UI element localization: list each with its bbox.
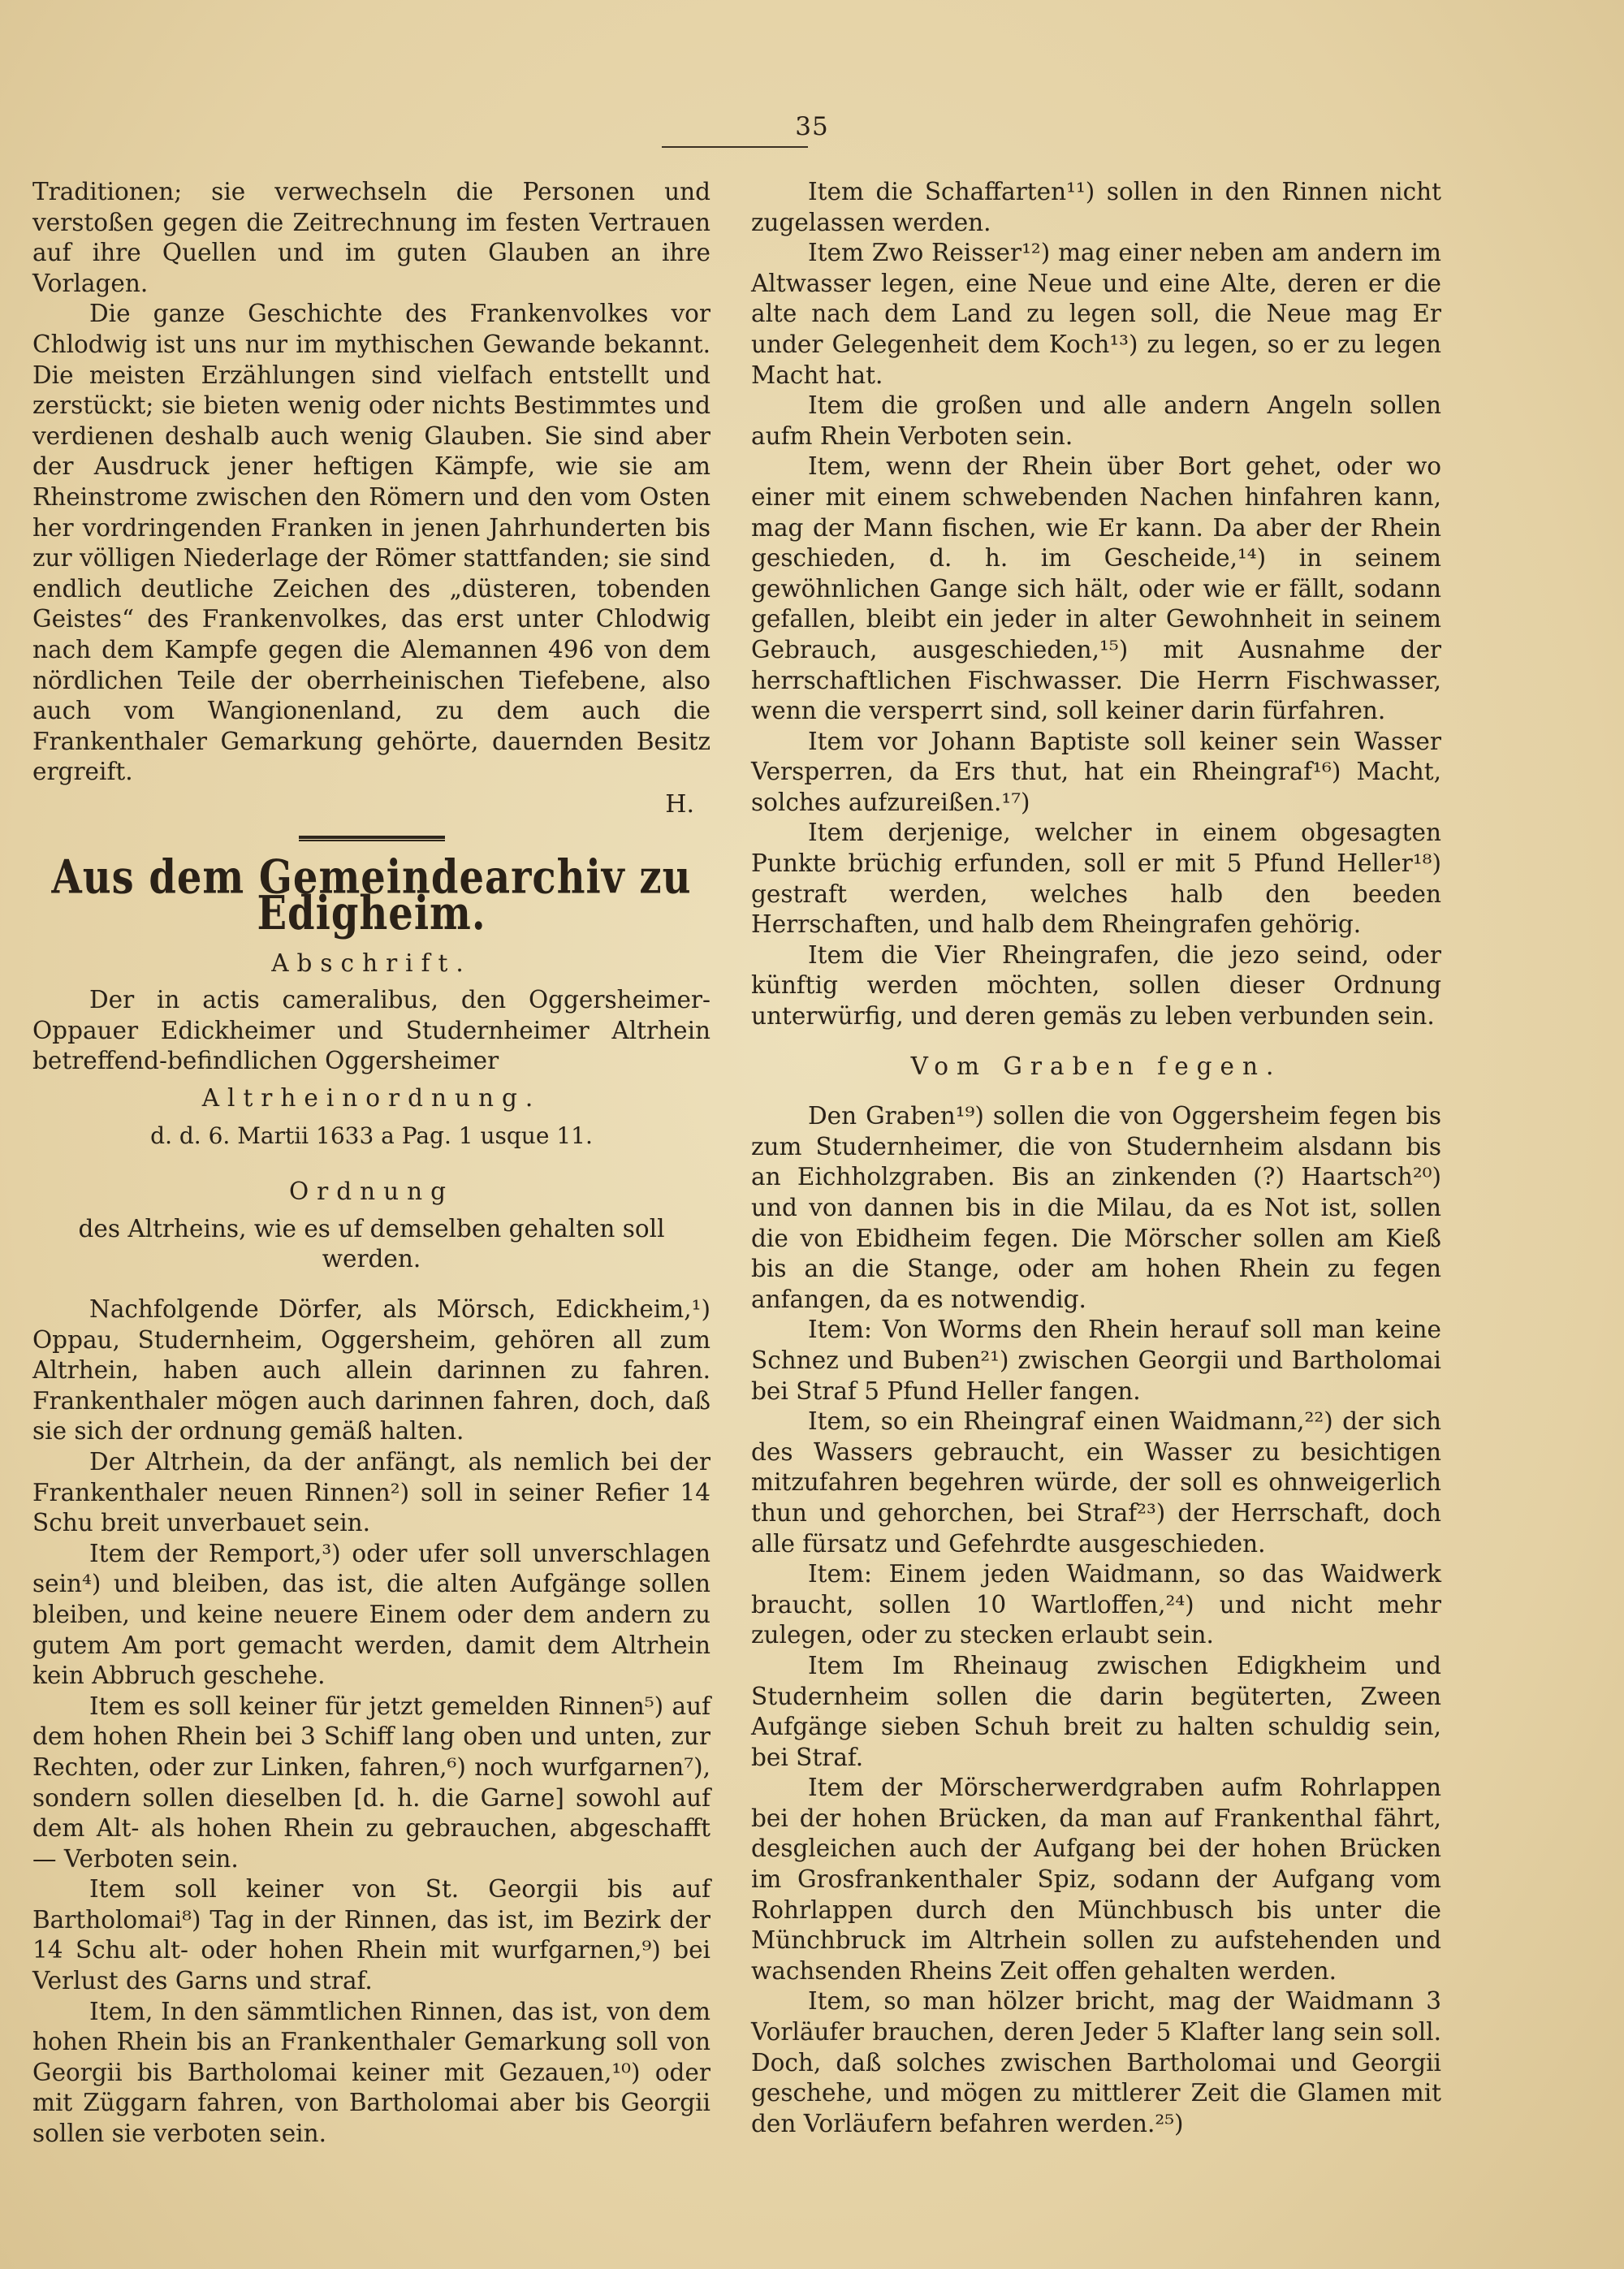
intro-paragraph-2: Die ganze Geschichte des Frankenvolkes vor Chlodwig ist uns nur im mythischen Gewande bekannt. Die meisten Erzählungen sind vielfach entstellt und zerstückt; sie bieten wenig oder nichts Bestimmtes und verdienen deshalb auch wenig Glauben. Sie sind aber der Ausdruck jener heftigen Kämpfe, wie sie am Rheinstrome zwischen den Römern und den vom Osten her vordringenden Franken in jenen Jahrhunderten bis zur völligen Niederlage der Römer stattfanden; sie sind endlich deutliche Zeichen des „düsteren, tobenden Geistes“ des Frankenvolkes, das erst unter Chlodwig nach dem Kampfe gegen die Alemannen 496 von dem nördlichen Teile der oberrheinischen Tiefebene, also auch vom Wangionenland, zu dem auch die Frankenthaler Gemarkung gehörte, dauernden Besitz ergreift. <box>32 300 710 786</box>
rule-paragraph: Item, so ein Rheingraf einen Waidmann,²²) der sich des Wassers gebraucht, ein Wasser zu besichtigen mitzufahren begehren würde, der soll es ohnweigerlich thun und gehorchen, bei Straf²³) der Herrschaft, doch alle fürsatz und Gefehrdte ausgeschieden. <box>751 1407 1441 1558</box>
rule-paragraph: Item soll keiner von St. Georgii bis auf Bartholomai⁸) Tag in der Rinnen, das ist, im Bezirk der 14 Schu alt- oder hohen Rhein mit wurfgarnen,⁹) bei Verlust des Garns und straf. <box>32 1875 710 1995</box>
intro-paragraph-1: Traditionen; sie verwechseln die Personen und verstoßen gegen die Zeitrechnung im festen Vertrauen auf ihre Quellen und im guten Glauben an ihre Vorlagen. <box>32 178 710 297</box>
rule-paragraph: Item derjenige, welcher in einem obgesagten Punkte brüchig erfunden, soll er mit 5 Pfund Heller¹⁸) gestraft werden, welches halb den beeden Herrschaften, und halb dem Rheingrafen gehörig. <box>751 819 1441 939</box>
abschrift-heading: Abschrift. <box>271 949 472 977</box>
rule-paragraph: Den Graben¹⁹) sollen die von Oggersheim fegen bis zum Studernheimer, die von Studernheim alsdann bis an Eichholzgraben. Bis an zinkenden (?) Haartsch²⁰) und von dannen bis in die Milau, da es Not ist, sollen die von Ebidheim fegen. Die Mörscher sollen am Kieß bis an die Stange, oder am hohen Rhein zu fegen anfangen, da es notwendig. <box>751 1102 1441 1313</box>
right-column <box>751 177 1441 2139</box>
date-line: d. d. 6. Martii 1633 a Pag. 1 usque 11. <box>150 1122 593 1149</box>
rule-paragraph: Item Zwo Reisser¹²) mag einer neben am andern im Altwasser legen, eine Neue und eine Alte, deren er die alte nach dem Land zu legen soll, die Neue mag Er under Gelegenheit dem Koch¹³) zu legen, so er zu legen Macht hat. <box>751 239 1441 389</box>
rule-paragraph: Item, so man hölzer bricht, mag der Waidmann 3 Vorläufer brauchen, deren Jeder 5 Klafter lang sein soll. Doch, daß solches zwischen Bartholomai und Georgii geschehe, und mögen zu mittlerer Zeit die Glamen mit den Vorläufern befahren werden.²⁵) <box>751 1987 1441 2137</box>
rule-paragraph: Item die großen und alle andern Angeln sollen aufm Rhein Verboten sein. <box>751 391 1441 450</box>
ordnung-subtitle: des Altrheins, wie es uf demselben gehalten soll werden. <box>78 1214 665 1273</box>
author-signature: H. <box>665 789 694 819</box>
rule-paragraph: Item Im Rheinaug zwischen Edigkheim und Studernheim sollen die darin begüterten, Zween Aufgänge sieben Schuh breit zu halten schuldig sein, bei Straf. <box>751 1651 1441 1771</box>
section-divider <box>299 836 445 841</box>
article-headline: Aus dem Gemeindearchiv zu Edigheim. <box>51 850 692 941</box>
left-column <box>32 177 710 2150</box>
header-rule <box>662 146 808 148</box>
rule-paragraph: Item, wenn der Rhein über Bort gehet, oder wo einer mit einem schwebenden Nachen hinfahren kann, mag der Mann fischen, wie Er kann. Da aber der Rhein geschieden, d. h. im Gescheide,¹⁴) in seinem gewöhnlichen Gange sich hält, oder wie er fällt, sodann gefallen, bleibt ein jeder in alter Gewohnheit in seinem Gebrauch, ausgeschieden,¹⁵) mit Ausnahme der herrschaftlichen Fischwasser. Die Herrn Fischwasser, wenn die versperrt sind, soll keiner darin fürfahren. <box>751 452 1441 725</box>
ordnung-title: Ordnung <box>288 1178 455 1206</box>
page-number: 35 <box>795 112 829 141</box>
altrhein-title: Altrheinordnung. <box>201 1084 542 1113</box>
rule-paragraph: Der Altrhein, da der anfängt, als nemlich bei der Frankenthaler neuen Rinnen²) soll in seiner Refier 14 Schu breit unverbauet sein. <box>32 1447 710 1537</box>
rule-paragraph: Item die Vier Rheingrafen, die jezo seind, oder künftig werden möchten, sollen dieser Ordnung unterwürfig, und deren gemäs zu leben verbunden sein. <box>751 940 1441 1031</box>
rule-paragraph: Item es soll keiner für jetzt gemelden Rinnen⁵) auf dem hohen Rhein bei 3 Schiff lang oben und unten, zur Rechten, oder zur Linken, fahren,⁶) noch wurfgarnen⁷), sondern sollen dieselben [d. h. die Garne] sowohl auf dem Alt- als hohen Rhein zu gebrauchen, abgeschafft — Verboten sein. <box>32 1692 710 1873</box>
rule-paragraph: Item: Von Worms den Rhein herauf soll man keine Schnez und Buben²¹) zwischen Georgii und Bartholomai bei Straf 5 Pfund Heller fangen. <box>751 1316 1441 1405</box>
rule-paragraph: Item der Mörscherwerdgraben aufm Rohrlappen bei der hohen Brücken, da man auf Frankenthal fährt, desgleichen auch der Aufgang bei der hohen Brücken im Grosfrankenthaler Spiz, sodann der Aufgang vom Rohrlappen durch den Münchbusch bis unter die Münchbruck im Altrhein sollen zu aufstehenden und wachsenden Rheins Zeit offen gehalten werden. <box>751 1774 1441 1985</box>
rule-paragraph: Item die Schaffarten¹¹) sollen in den Rinnen nicht zugelassen werden. <box>751 178 1441 236</box>
rule-paragraph: Item vor Johann Baptiste soll keiner sein Wasser Versperren, da Ers thut, hat ein Rheingraf¹⁶) Macht, solches aufzureißen.¹⁷) <box>751 727 1441 816</box>
rule-paragraph: Item, In den sämmtlichen Rinnen, das ist, von dem hohen Rhein bis an Frankenthaler Gemarkung soll von Georgii bis Bartholomai keiner mit Gezauen,¹⁰) oder mit Züggarn fahren, von Bartholomai aber bis Georgii sollen sie verboten sein. <box>32 1997 710 2148</box>
graben-title: Vom Graben fegen. <box>910 1052 1282 1080</box>
rule-paragraph: Item: Einem jeden Waidmann, so das Waidwerk braucht, sollen 10 Wartloffen,²⁴) und nicht mehr zulegen, oder zu stecken erlaubt sein. <box>751 1560 1441 1649</box>
document-intro: Der in actis cameralibus, den Oggersheimer-Oppauer Edickheimer und Studernheimer Altrhein betreffend-befindlichen Oggersheimer <box>32 986 710 1075</box>
rule-paragraph: Nachfolgende Dörfer, als Mörsch, Edickheim,¹) Oppau, Studernheim, Oggersheim, gehören all zum Altrhein, haben auch allein darinnen zu fahren. Frankenthaler mögen auch darinnen fahren, doch, daß sie sich der ordnung gemäß halten. <box>32 1295 710 1446</box>
rule-paragraph: Item der Remport,³) oder ufer soll unverschlagen sein⁴) und bleiben, das ist, die alten Aufgänge sollen bleiben, und keine neuere Einem oder dem andern zu gutem Am port gemacht werden, damit dem Altrhein kein Abbruch geschehe. <box>32 1539 710 1690</box>
